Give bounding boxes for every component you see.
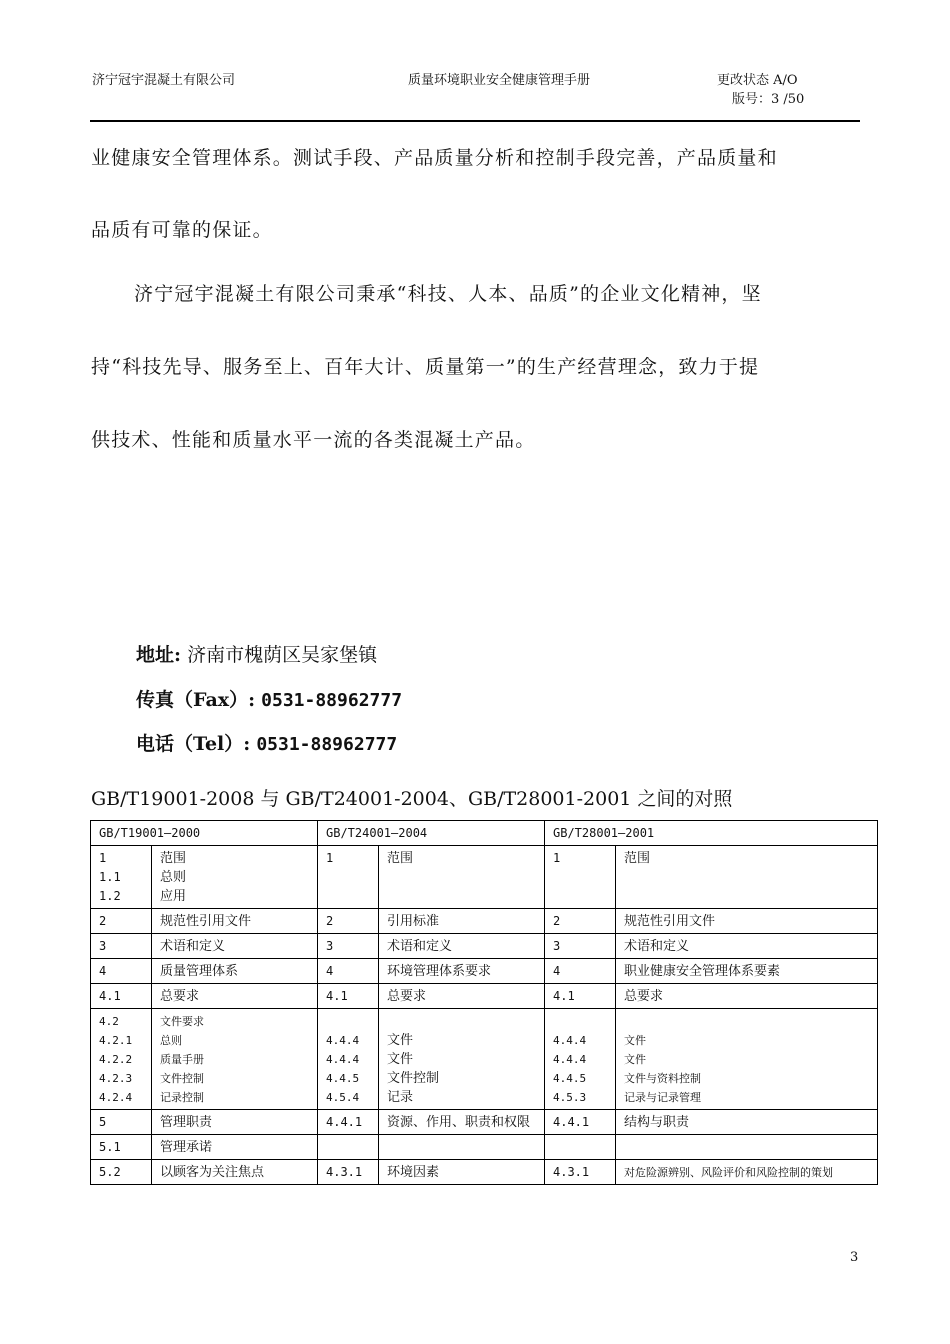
table-row xyxy=(91,909,878,934)
table-cell: 5.1 xyxy=(91,1135,152,1160)
contact-tel xyxy=(136,729,397,756)
table-cell: 术语和定义 xyxy=(152,934,318,959)
header-cell: GB/T19001—2000 xyxy=(91,821,318,846)
fax-value: 0531-88962777 xyxy=(261,690,403,711)
tel-value: 0531-88962777 xyxy=(256,734,398,755)
table-cell: 4.4.4 4.4.4 4.4.5 4.5.4 xyxy=(318,1009,379,1110)
header-manual-title: 质量环境职业安全健康管理手册 xyxy=(408,73,591,88)
paragraph-line: 品质有可靠的保证。 xyxy=(91,219,273,241)
table-cell: 4.4.4 4.4.4 4.4.5 4.5.3 xyxy=(545,1009,616,1110)
table-cell: 结构与职责 xyxy=(616,1110,878,1135)
tel-label: 电话（Tel）: xyxy=(136,733,251,755)
table-cell: 总要求 xyxy=(379,984,545,1009)
table-cell: 4.2 4.2.1 4.2.2 4.2.3 4.2.4 xyxy=(91,1009,152,1110)
address-label: 地址: xyxy=(136,644,182,666)
paragraph-line: 供技术、性能和质量水平一流的各类混凝土产品。 xyxy=(91,429,536,451)
table-cell xyxy=(616,1135,878,1160)
table-cell: 规范性引用文件 xyxy=(616,909,878,934)
table-cell: 3 xyxy=(91,934,152,959)
table-row xyxy=(91,959,878,984)
table-cell: 对危险源辨别、风险评价和风险控制的策划 xyxy=(616,1160,878,1185)
table-row xyxy=(91,984,878,1009)
paragraph-line: 济宁冠宇混凝土有限公司秉承“科技、人本、品质”的企业文化精神，坚 xyxy=(134,283,762,305)
table-cell: 2 xyxy=(545,909,616,934)
table-cell: 1 1.1 1.2 xyxy=(91,846,152,909)
header-cell: GB/T28001—2001 xyxy=(545,821,878,846)
contact-address xyxy=(136,640,377,667)
table-cell: 2 xyxy=(91,909,152,934)
header-version: 版号：3 /50 xyxy=(732,92,805,107)
header-revision: 更改状态 A/O xyxy=(717,73,798,88)
table-cell: 术语和定义 xyxy=(379,934,545,959)
table-cell: 术语和定义 xyxy=(616,934,878,959)
table-cell: 范围 xyxy=(616,846,878,909)
table-cell: 4.4.1 xyxy=(545,1110,616,1135)
table-cell: 文件要求 总则 质量手册 文件控制 记录控制 xyxy=(152,1009,318,1110)
fax-label: 传真（Fax）: xyxy=(136,689,256,711)
table-cell: 管理承诺 xyxy=(152,1135,318,1160)
table-title: GB/T19001-2008 与 GB/T24001-2004、GB/T28001-2001 之间的对照 xyxy=(91,788,733,810)
paragraph-line: 业健康安全管理体系。测试手段、产品质量分析和控制手段完善，产品质量和 xyxy=(91,147,778,169)
table-cell: 4 xyxy=(318,959,379,984)
table-cell: 总要求 xyxy=(616,984,878,1009)
table-cell: 5.2 xyxy=(91,1160,152,1185)
table-cell: 3 xyxy=(318,934,379,959)
address-value: 济南市槐荫区吴家堡镇 xyxy=(187,644,378,666)
page-number: 3 xyxy=(850,1250,859,1265)
table-row xyxy=(91,1009,878,1110)
table-cell: 3 xyxy=(545,934,616,959)
table-cell: 4 xyxy=(91,959,152,984)
table-cell: 范围 总则 应用 xyxy=(152,846,318,909)
table-cell: 质量管理体系 xyxy=(152,959,318,984)
table-cell: 环境管理体系要求 xyxy=(379,959,545,984)
header-cell: GB/T24001—2004 xyxy=(318,821,545,846)
header-company: 济宁冠宇混凝土有限公司 xyxy=(92,73,236,88)
table-cell: 4.1 xyxy=(91,984,152,1009)
table-header-row xyxy=(91,821,878,846)
table-cell: 4.4.1 xyxy=(318,1110,379,1135)
table-cell: 5 xyxy=(91,1110,152,1135)
table-cell: 以顾客为关注焦点 xyxy=(152,1160,318,1185)
table-cell: 4.1 xyxy=(545,984,616,1009)
table-cell: 引用标准 xyxy=(379,909,545,934)
table-row xyxy=(91,934,878,959)
table-cell: 文件 文件 文件与资料控制 记录与记录管理 xyxy=(616,1009,878,1110)
contact-fax xyxy=(136,685,402,712)
table-cell: 2 xyxy=(318,909,379,934)
table-row xyxy=(91,846,878,909)
paragraph-line: 持“科技先导、服务至上、百年大计、质量第一”的生产经营理念，致力于提 xyxy=(91,356,760,378)
table-cell: 管理职责 xyxy=(152,1110,318,1135)
table-cell: 职业健康安全管理体系要素 xyxy=(616,959,878,984)
table-cell xyxy=(318,1135,379,1160)
table-cell: 总要求 xyxy=(152,984,318,1009)
table-row xyxy=(91,1110,878,1135)
header-divider xyxy=(90,120,860,122)
table-cell: 环境因素 xyxy=(379,1160,545,1185)
table-cell: 4.1 xyxy=(318,984,379,1009)
table-cell: 1 xyxy=(318,846,379,909)
table-cell xyxy=(545,1135,616,1160)
table-cell: 4 xyxy=(545,959,616,984)
table-row xyxy=(91,1160,878,1185)
table-cell xyxy=(379,1135,545,1160)
table-cell: 4.3.1 xyxy=(318,1160,379,1185)
table-cell: 资源、作用、职责和权限 xyxy=(379,1110,545,1135)
table-cell: 规范性引用文件 xyxy=(152,909,318,934)
table-cell: 文件 文件 文件控制 记录 xyxy=(379,1009,545,1110)
table-row xyxy=(91,1135,878,1160)
table-cell: 范围 xyxy=(379,846,545,909)
standards-comparison-table xyxy=(90,820,878,1185)
table-cell: 1 xyxy=(545,846,616,909)
table-cell: 4.3.1 xyxy=(545,1160,616,1185)
